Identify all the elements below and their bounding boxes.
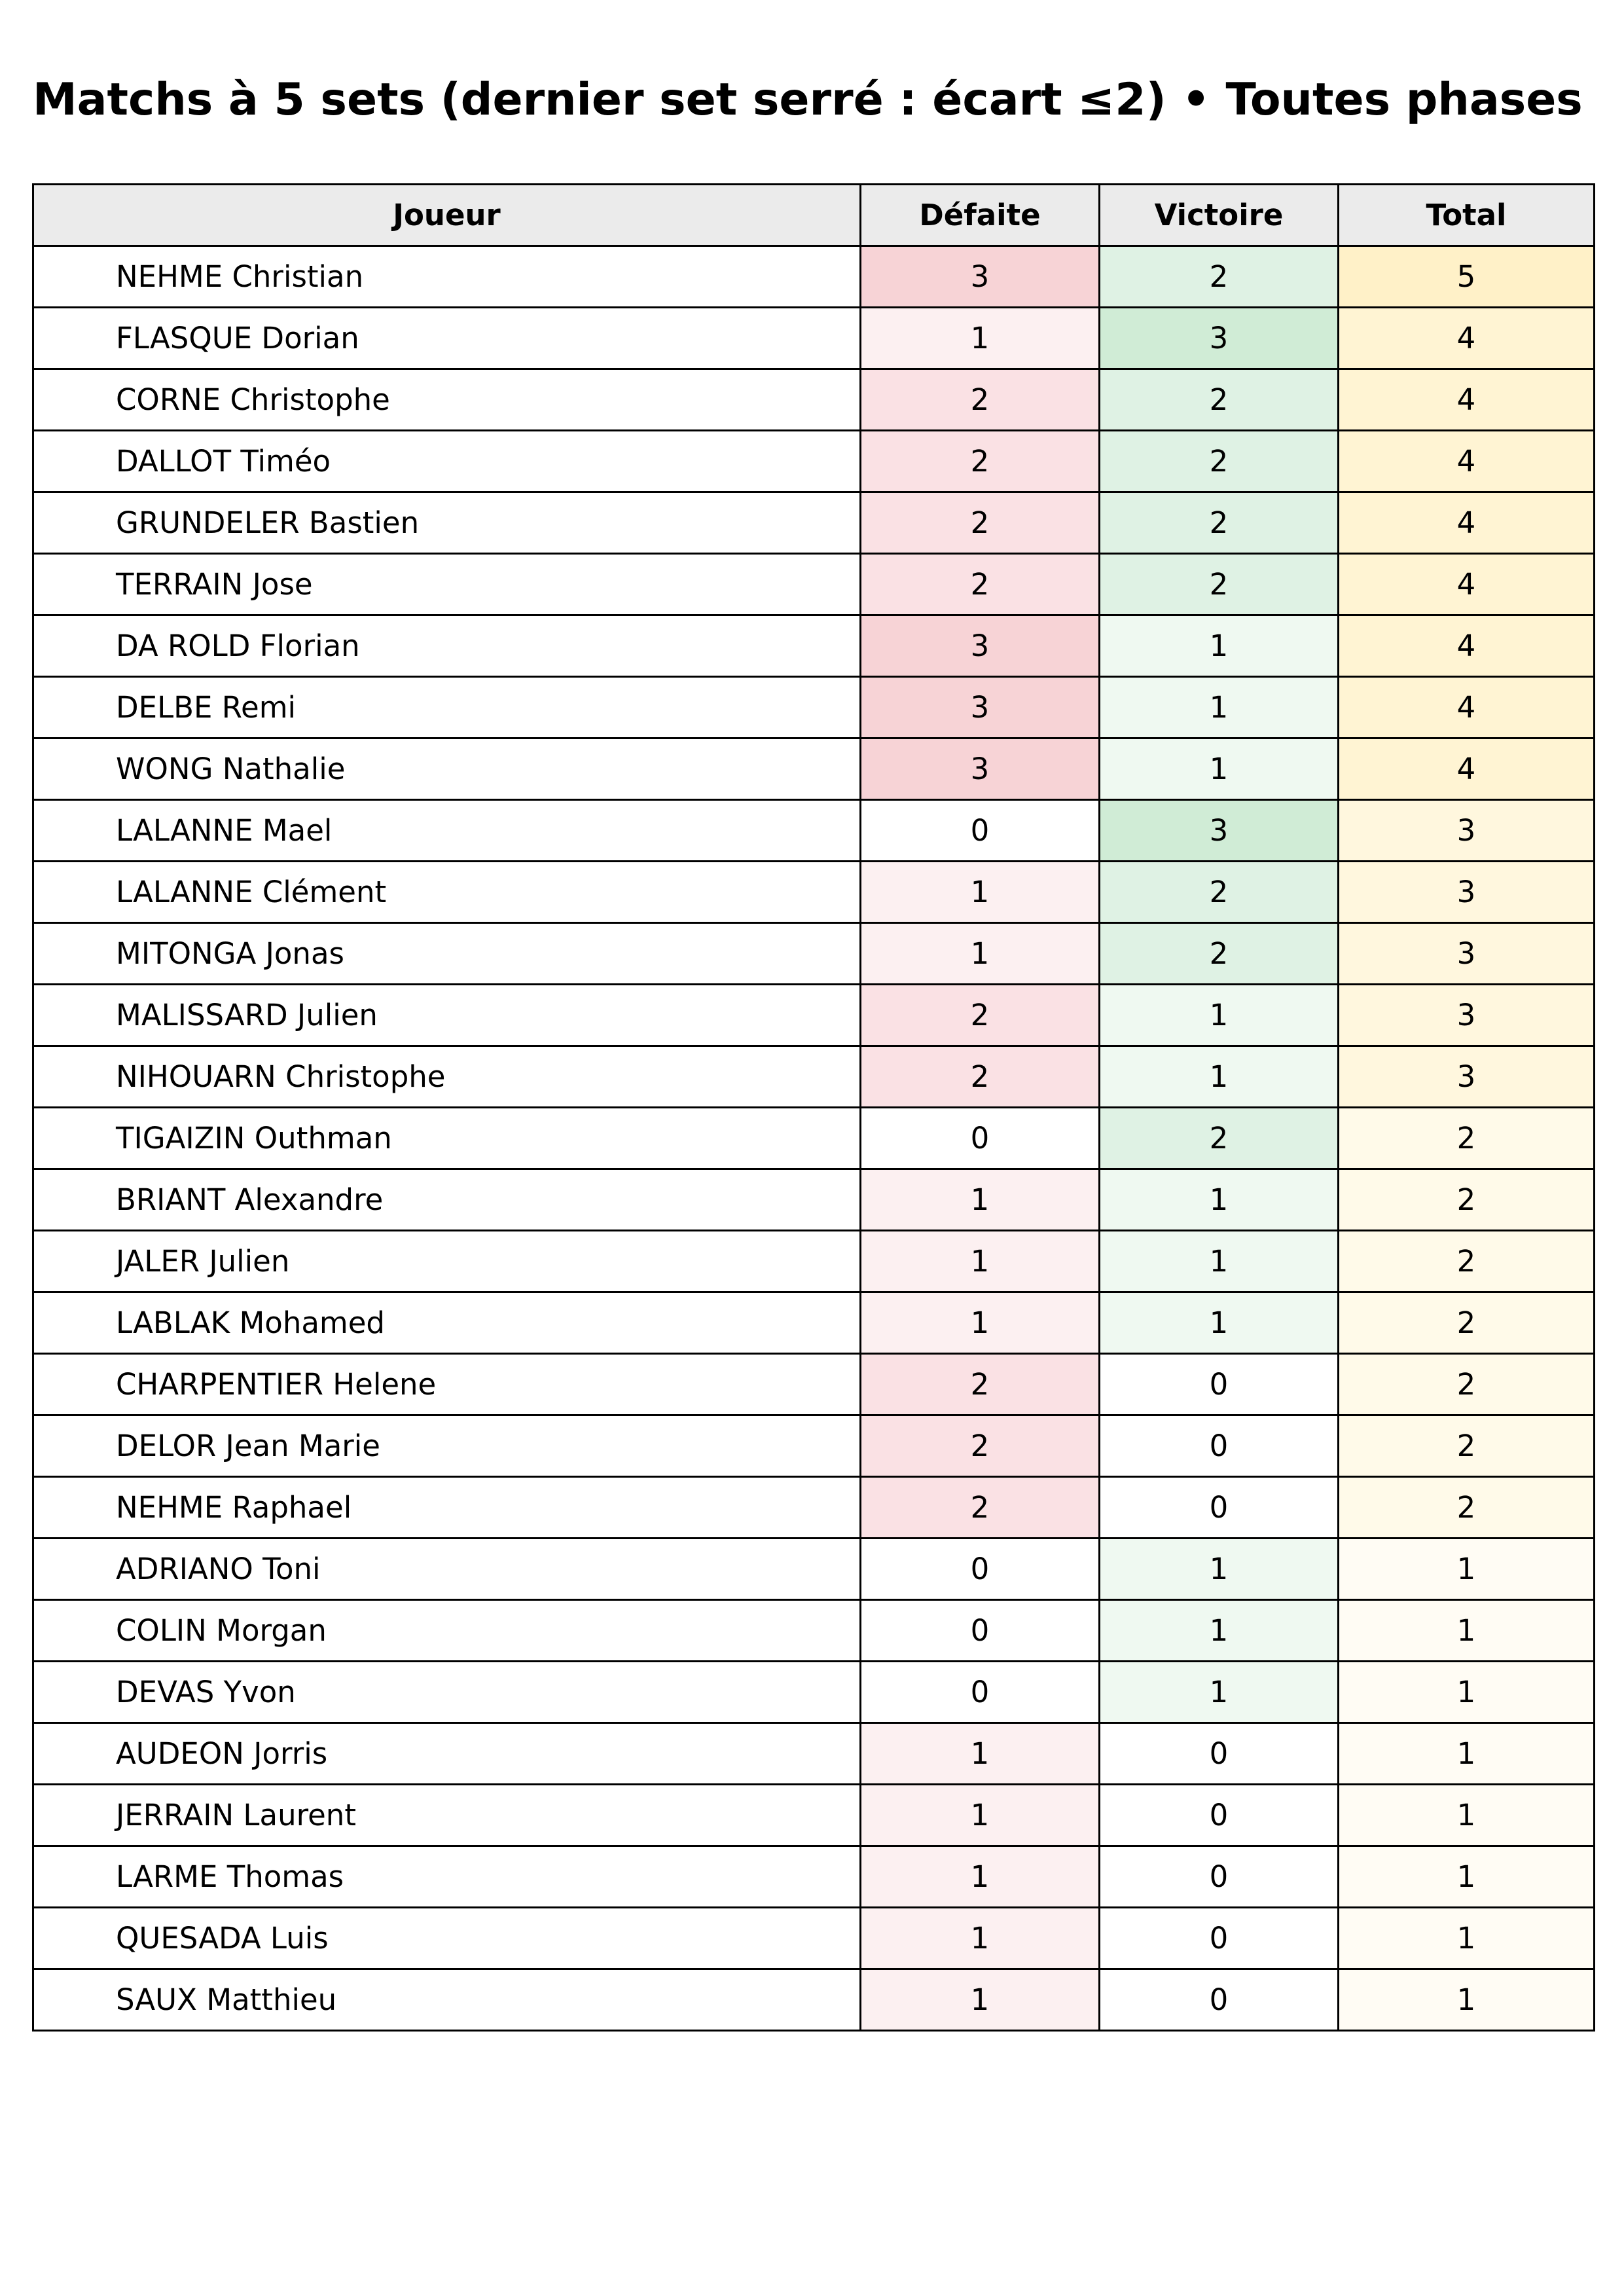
total-cell: 4 [1339,492,1595,554]
total-cell: 2 [1339,1415,1595,1477]
player-cell: LALANNE Clément [33,862,861,923]
victory-cell: 1 [1100,738,1339,800]
player-cell: MITONGA Jonas [33,923,861,985]
total-cell: 3 [1339,800,1595,862]
table-row [33,1169,1595,1231]
defeat-cell: 2 [861,1046,1100,1108]
player-cell: JALER Julien [33,1231,861,1292]
defeat-cell: 0 [861,1539,1100,1600]
defeat-cell: 1 [861,1723,1100,1785]
player-cell: TERRAIN Jose [33,554,861,615]
victory-cell: 0 [1100,1354,1339,1415]
total-cell: 3 [1339,862,1595,923]
total-cell: 4 [1339,554,1595,615]
victory-cell: 3 [1100,800,1339,862]
total-cell: 2 [1339,1354,1595,1415]
defeat-cell: 1 [861,308,1100,369]
table-header-row [33,185,1595,246]
player-cell: GRUNDELER Bastien [33,492,861,554]
victory-cell: 2 [1100,1108,1339,1169]
player-cell: CORNE Christophe [33,369,861,431]
table-row [33,1354,1595,1415]
player-cell: ADRIANO Toni [33,1539,861,1600]
total-cell: 1 [1339,1785,1595,1846]
table-row [33,554,1595,615]
defeat-cell: 3 [861,677,1100,738]
defeat-cell: 1 [861,862,1100,923]
victory-cell: 1 [1100,1600,1339,1662]
defeat-cell: 2 [861,554,1100,615]
table-row [33,985,1595,1046]
defeat-cell: 2 [861,985,1100,1046]
total-cell: 5 [1339,246,1595,308]
table-row [33,1046,1595,1108]
defeat-cell: 1 [861,1969,1100,2031]
victory-cell: 1 [1100,1046,1339,1108]
defeat-cell: 1 [861,1908,1100,1969]
defeat-cell: 1 [861,1292,1100,1354]
table-row [33,738,1595,800]
player-cell: QUESADA Luis [33,1908,861,1969]
victory-cell: 0 [1100,1785,1339,1846]
table-row [33,923,1595,985]
table-row [33,1292,1595,1354]
player-cell: NIHOUARN Christophe [33,1046,861,1108]
player-cell: NEHME Raphael [33,1477,861,1539]
defeat-cell: 2 [861,431,1100,492]
table-row [33,862,1595,923]
victory-cell: 2 [1100,862,1339,923]
total-cell: 2 [1339,1169,1595,1231]
player-cell: TIGAIZIN Outhman [33,1108,861,1169]
table-row [33,1600,1595,1662]
defeat-cell: 2 [861,1415,1100,1477]
total-cell: 1 [1339,1600,1595,1662]
defeat-cell: 1 [861,1846,1100,1908]
victory-cell: 2 [1100,554,1339,615]
victory-cell: 1 [1100,1539,1339,1600]
table-row [33,1969,1595,2031]
total-cell: 4 [1339,615,1595,677]
total-cell: 2 [1339,1231,1595,1292]
defeat-cell: 3 [861,615,1100,677]
player-cell: LALANNE Mael [33,800,861,862]
victory-cell: 1 [1100,985,1339,1046]
table-row [33,800,1595,862]
table-row [33,1477,1595,1539]
defeat-cell: 1 [861,923,1100,985]
table-row [33,308,1595,369]
victory-cell: 1 [1100,615,1339,677]
total-cell: 1 [1339,1662,1595,1723]
defeat-cell: 3 [861,246,1100,308]
player-cell: LABLAK Mohamed [33,1292,861,1354]
victory-cell: 2 [1100,492,1339,554]
player-cell: DA ROLD Florian [33,615,861,677]
table-row [33,1231,1595,1292]
table-row [33,492,1595,554]
total-cell: 2 [1339,1292,1595,1354]
player-cell: DEVAS Yvon [33,1662,861,1723]
table-row [33,1723,1595,1785]
victory-cell: 3 [1100,308,1339,369]
defeat-cell: 2 [861,492,1100,554]
total-cell: 4 [1339,677,1595,738]
defeat-cell: 1 [861,1231,1100,1292]
victory-cell: 0 [1100,1969,1339,2031]
defeat-cell: 0 [861,1108,1100,1169]
player-cell: FLASQUE Dorian [33,308,861,369]
player-cell: WONG Nathalie [33,738,861,800]
victory-cell: 0 [1100,1477,1339,1539]
table-row [33,1908,1595,1969]
player-cell: JERRAIN Laurent [33,1785,861,1846]
defeat-cell: 1 [861,1785,1100,1846]
victory-cell: 1 [1100,1169,1339,1231]
player-cell: MALISSARD Julien [33,985,861,1046]
table-row [33,1108,1595,1169]
defeat-cell: 2 [861,1354,1100,1415]
total-cell: 2 [1339,1108,1595,1169]
table-row [33,1785,1595,1846]
column-header-defeat: Défaite [861,185,1100,246]
victory-cell: 2 [1100,923,1339,985]
total-cell: 1 [1339,1969,1595,2031]
victory-cell: 1 [1100,1231,1339,1292]
total-cell: 4 [1339,738,1595,800]
player-cell: BRIANT Alexandre [33,1169,861,1231]
victory-cell: 2 [1100,369,1339,431]
player-cell: DELOR Jean Marie [33,1415,861,1477]
total-cell: 1 [1339,1723,1595,1785]
player-cell: COLIN Morgan [33,1600,861,1662]
player-cell: LARME Thomas [33,1846,861,1908]
victory-cell: 2 [1100,431,1339,492]
table-row [33,677,1595,738]
total-cell: 2 [1339,1477,1595,1539]
page-title: Matchs à 5 sets (dernier set serré : écart ≤2) • Toutes phases [33,74,1583,126]
defeat-cell: 0 [861,1600,1100,1662]
table-row [33,1662,1595,1723]
player-cell: SAUX Matthieu [33,1969,861,2031]
total-cell: 4 [1339,369,1595,431]
column-header-victory: Victoire [1100,185,1339,246]
table-row [33,431,1595,492]
five-set-matches-table [32,183,1595,2032]
player-cell: DALLOT Timéo [33,431,861,492]
victory-cell: 1 [1100,1292,1339,1354]
defeat-cell: 0 [861,800,1100,862]
player-cell: AUDEON Jorris [33,1723,861,1785]
total-cell: 1 [1339,1908,1595,1969]
victory-cell: 1 [1100,677,1339,738]
table-row [33,615,1595,677]
table-row [33,369,1595,431]
player-cell: DELBE Remi [33,677,861,738]
victory-cell: 0 [1100,1415,1339,1477]
total-cell: 4 [1339,431,1595,492]
table-row [33,1846,1595,1908]
defeat-cell: 2 [861,369,1100,431]
defeat-cell: 2 [861,1477,1100,1539]
table-row [33,246,1595,308]
total-cell: 1 [1339,1846,1595,1908]
victory-cell: 0 [1100,1908,1339,1969]
table-body [33,246,1595,2031]
total-cell: 3 [1339,923,1595,985]
player-cell: NEHME Christian [33,246,861,308]
defeat-cell: 1 [861,1169,1100,1231]
victory-cell: 0 [1100,1846,1339,1908]
total-cell: 4 [1339,308,1595,369]
column-header-player: Joueur [33,185,861,246]
victory-cell: 1 [1100,1662,1339,1723]
player-cell: CHARPENTIER Helene [33,1354,861,1415]
total-cell: 3 [1339,985,1595,1046]
defeat-cell: 3 [861,738,1100,800]
total-cell: 1 [1339,1539,1595,1600]
total-cell: 3 [1339,1046,1595,1108]
victory-cell: 0 [1100,1723,1339,1785]
defeat-cell: 0 [861,1662,1100,1723]
table-row [33,1415,1595,1477]
column-header-total: Total [1339,185,1595,246]
table-row [33,1539,1595,1600]
victory-cell: 2 [1100,246,1339,308]
